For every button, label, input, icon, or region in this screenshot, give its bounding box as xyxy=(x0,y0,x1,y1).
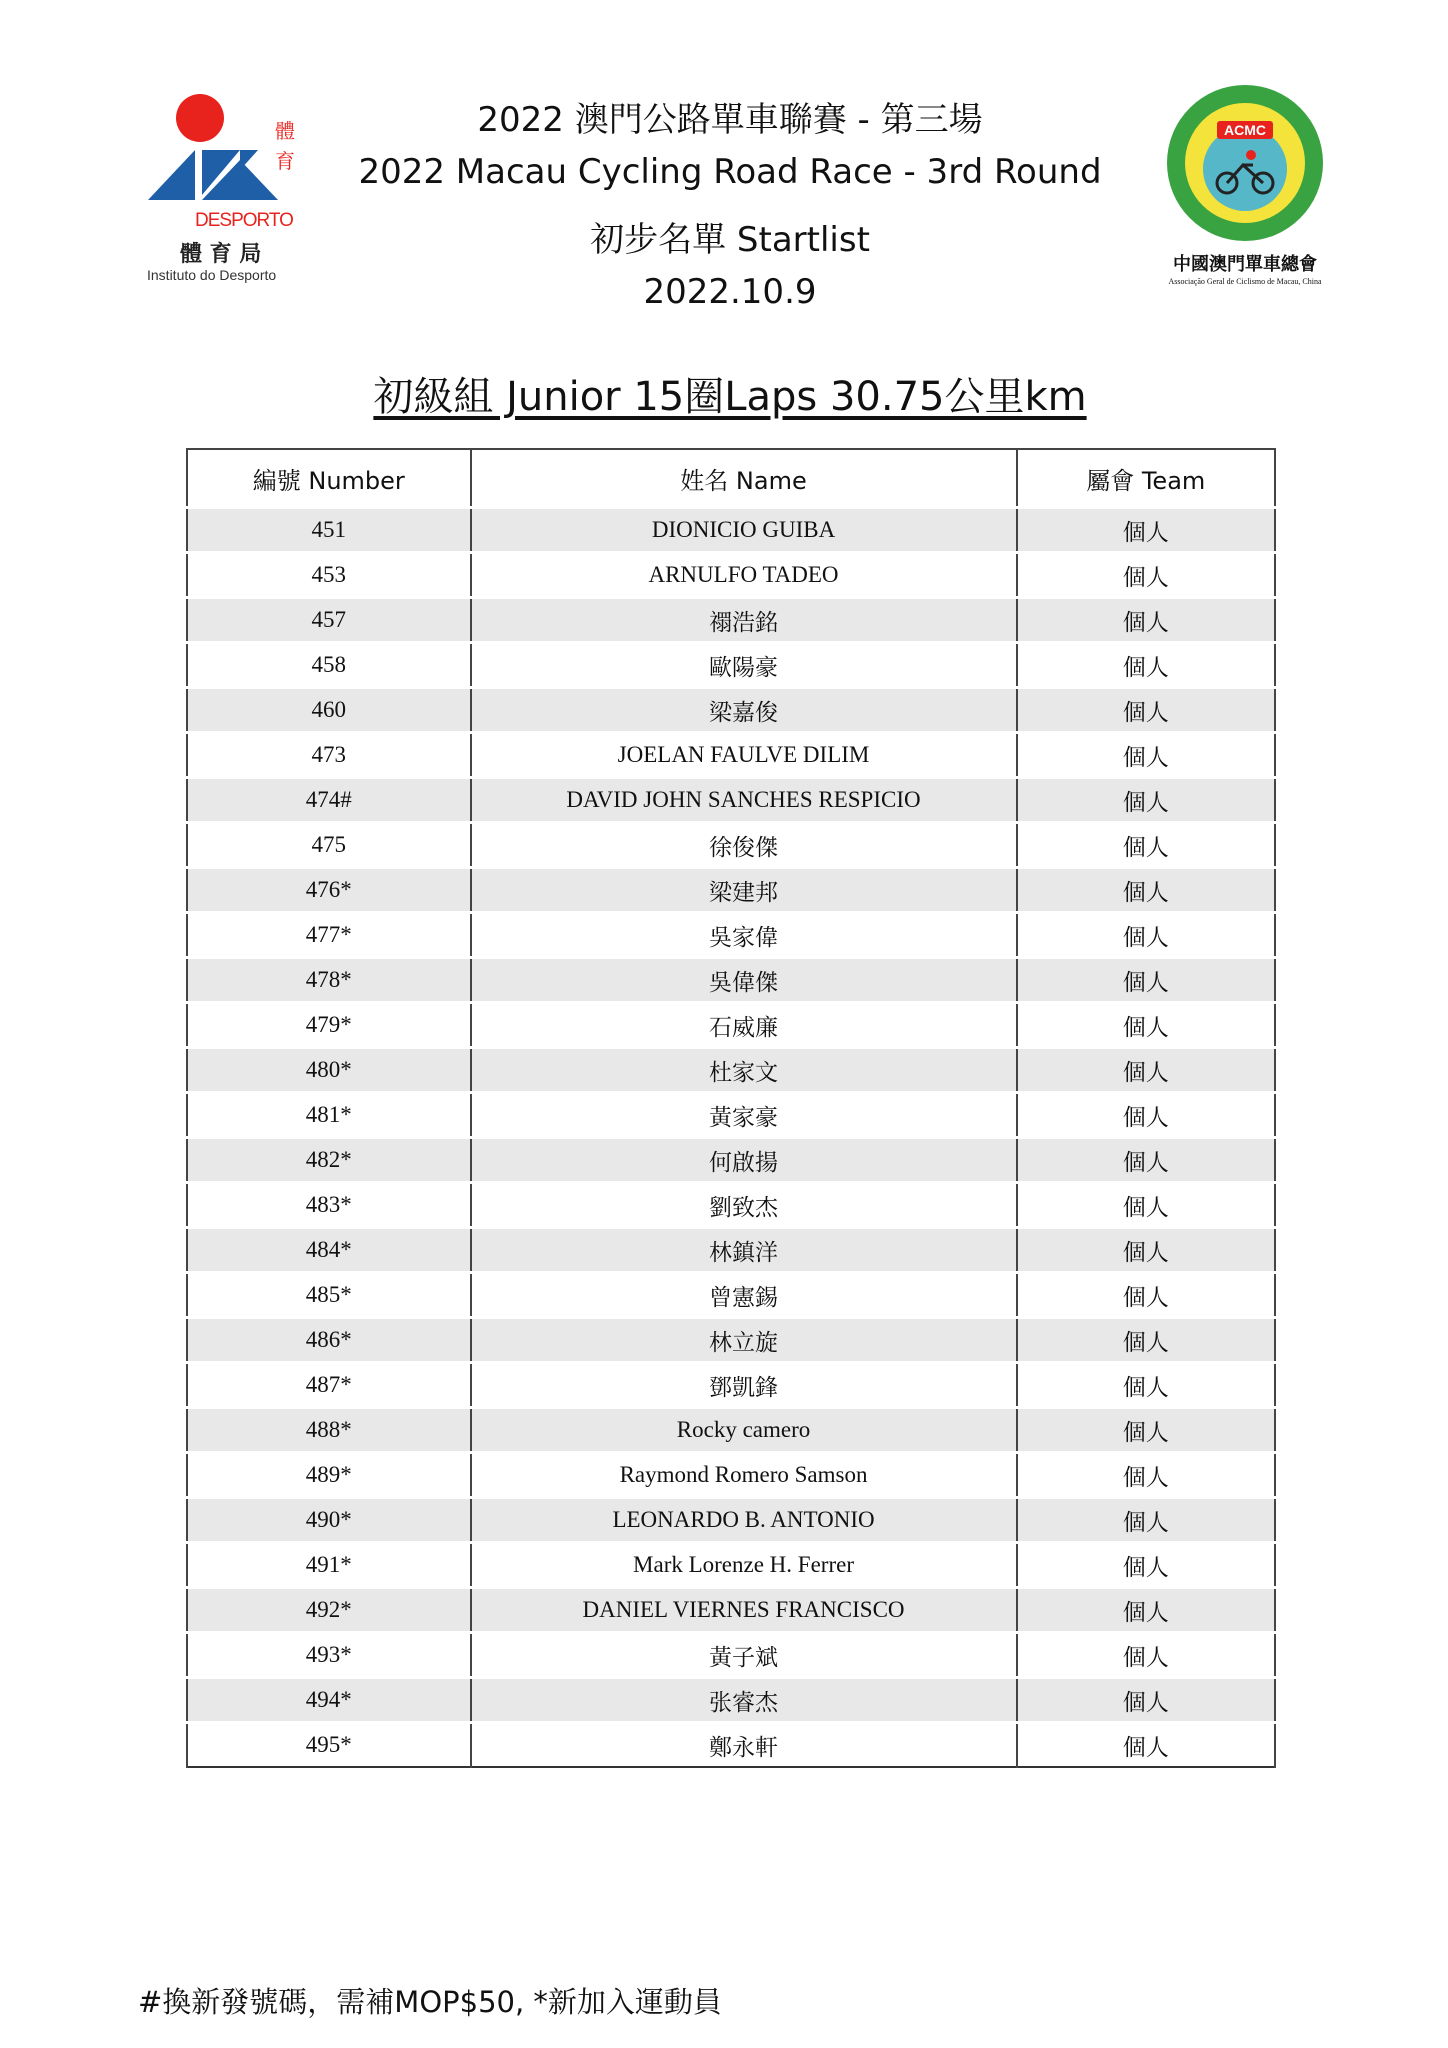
table-row xyxy=(187,688,1275,733)
table-row xyxy=(187,778,1275,823)
table-row xyxy=(187,1273,1275,1318)
cell-name: ARNULFO TADEO xyxy=(471,553,1017,598)
cell-number: 457 xyxy=(187,598,471,643)
table-row xyxy=(187,1183,1275,1228)
cell-team: 個人 xyxy=(1017,553,1275,598)
cell-number: 484* xyxy=(187,1228,471,1273)
cell-team: 個人 xyxy=(1017,688,1275,733)
cell-name: DAVID JOHN SANCHES RESPICIO xyxy=(471,778,1017,823)
table-row xyxy=(187,1633,1275,1678)
cell-name: 黃家豪 xyxy=(471,1093,1017,1138)
startlist-table xyxy=(186,448,1276,1768)
cell-name: Mark Lorenze H. Ferrer xyxy=(471,1543,1017,1588)
header-team: 屬會 Team xyxy=(1017,449,1275,508)
cell-name: 石威廉 xyxy=(471,1003,1017,1048)
cell-team: 個人 xyxy=(1017,1273,1275,1318)
acmc-name-zh: 中國澳門單車總會 xyxy=(1173,254,1317,275)
cell-number: 492* xyxy=(187,1588,471,1633)
cell-name: DIONICIO GUIBA xyxy=(471,508,1017,553)
cell-team: 個人 xyxy=(1017,913,1275,958)
subtitle: 初步名單 Startlist xyxy=(590,220,870,260)
cell-name: 歐陽豪 xyxy=(471,643,1017,688)
category-title: 初級組 Junior 15圈Laps 30.75公里km xyxy=(373,374,1087,420)
cell-number: 479* xyxy=(187,1003,471,1048)
cell-name: 禤浩銘 xyxy=(471,598,1017,643)
cell-name: DANIEL VIERNES FRANCISCO xyxy=(471,1588,1017,1633)
table-row xyxy=(187,1408,1275,1453)
cell-name: 张睿杰 xyxy=(471,1678,1017,1723)
cell-number: 486* xyxy=(187,1318,471,1363)
cell-number: 481* xyxy=(187,1093,471,1138)
table-row xyxy=(187,1138,1275,1183)
cell-team: 個人 xyxy=(1017,1048,1275,1093)
cell-name: JOELAN FAULVE DILIM xyxy=(471,733,1017,778)
cell-number: 451 xyxy=(187,508,471,553)
cell-team: 個人 xyxy=(1017,868,1275,913)
cell-team: 個人 xyxy=(1017,1498,1275,1543)
cell-team: 個人 xyxy=(1017,643,1275,688)
logo-side-char-1: 體 xyxy=(275,119,295,143)
table-row xyxy=(187,1363,1275,1408)
cell-team: 個人 xyxy=(1017,1408,1275,1453)
cell-team: 個人 xyxy=(1017,1588,1275,1633)
cell-number: 478* xyxy=(187,958,471,1003)
title-zh: 2022 澳門公路單車聯賽 - 第三場 xyxy=(477,100,983,140)
cell-number: 483* xyxy=(187,1183,471,1228)
cell-number: 485* xyxy=(187,1273,471,1318)
cell-number: 495* xyxy=(187,1723,471,1768)
cell-number: 477* xyxy=(187,913,471,958)
cell-number: 480* xyxy=(187,1048,471,1093)
cell-name: 梁嘉俊 xyxy=(471,688,1017,733)
cell-number: 494* xyxy=(187,1678,471,1723)
logo-side-char-2: 育 xyxy=(275,149,295,173)
instituto-do-desporto-logo xyxy=(140,90,320,290)
acmc-badge-text: ACMC xyxy=(1224,122,1266,138)
event-date: 2022.10.9 xyxy=(643,272,817,312)
table-row xyxy=(187,1678,1275,1723)
table-row xyxy=(187,1048,1275,1093)
table-row xyxy=(187,1453,1275,1498)
cell-team: 個人 xyxy=(1017,598,1275,643)
cell-team: 個人 xyxy=(1017,1723,1275,1768)
table-row xyxy=(187,643,1275,688)
title-en: 2022 Macau Cycling Road Race - 3rd Round xyxy=(358,152,1102,192)
cell-team: 個人 xyxy=(1017,1318,1275,1363)
cell-team: 個人 xyxy=(1017,1003,1275,1048)
table-row xyxy=(187,1003,1275,1048)
cell-name: 鄧凱鋒 xyxy=(471,1363,1017,1408)
cell-number: 460 xyxy=(187,688,471,733)
cell-name: 黃子斌 xyxy=(471,1633,1017,1678)
table-row xyxy=(187,868,1275,913)
cell-number: 473 xyxy=(187,733,471,778)
cell-number: 474# xyxy=(187,778,471,823)
cell-name: 吳家偉 xyxy=(471,913,1017,958)
cell-number: 493* xyxy=(187,1633,471,1678)
cell-number: 490* xyxy=(187,1498,471,1543)
table-header-row xyxy=(187,449,1275,508)
cell-name: 徐俊傑 xyxy=(471,823,1017,868)
cell-name: 鄭永軒 xyxy=(471,1723,1017,1768)
footnote: #換新發號碼，需補MOP$50, *新加入運動員 xyxy=(138,1985,722,2019)
logo-name-pt: Instituto do Desporto xyxy=(147,267,277,283)
cell-name: 何啟揚 xyxy=(471,1138,1017,1183)
cell-team: 個人 xyxy=(1017,1363,1275,1408)
table-row xyxy=(187,553,1275,598)
table-row xyxy=(187,598,1275,643)
cell-team: 個人 xyxy=(1017,1093,1275,1138)
table-row xyxy=(187,1228,1275,1273)
cell-name: 林立旋 xyxy=(471,1318,1017,1363)
cell-number: 488* xyxy=(187,1408,471,1453)
cell-team: 個人 xyxy=(1017,1678,1275,1723)
cell-team: 個人 xyxy=(1017,823,1275,868)
table-row xyxy=(187,1498,1275,1543)
cell-name: 杜家文 xyxy=(471,1048,1017,1093)
table-row xyxy=(187,1543,1275,1588)
table-row xyxy=(187,1093,1275,1138)
header-name: 姓名 Name xyxy=(471,449,1017,508)
cell-name: Raymond Romero Samson xyxy=(471,1453,1017,1498)
cell-name: 林鎮洋 xyxy=(471,1228,1017,1273)
cell-team: 個人 xyxy=(1017,1138,1275,1183)
table-row xyxy=(187,823,1275,868)
logo-name-zh: 體 育 局 xyxy=(180,242,262,267)
cell-number: 487* xyxy=(187,1363,471,1408)
table-row xyxy=(187,913,1275,958)
cell-number: 489* xyxy=(187,1453,471,1498)
acmc-logo xyxy=(1155,85,1335,295)
cell-team: 個人 xyxy=(1017,1183,1275,1228)
cell-number: 482* xyxy=(187,1138,471,1183)
acmc-emblem-icon xyxy=(1155,85,1335,255)
cell-name: 梁建邦 xyxy=(471,868,1017,913)
table-row xyxy=(187,1723,1275,1768)
cell-name: 劉致杰 xyxy=(471,1183,1017,1228)
cell-team: 個人 xyxy=(1017,1228,1275,1273)
cell-team: 個人 xyxy=(1017,733,1275,778)
cell-name: Rocky camero xyxy=(471,1408,1017,1453)
cell-team: 個人 xyxy=(1017,1543,1275,1588)
cell-number: 476* xyxy=(187,868,471,913)
header-number: 編號 Number xyxy=(187,449,471,508)
table-row xyxy=(187,508,1275,553)
table-row xyxy=(187,958,1275,1003)
cell-number: 458 xyxy=(187,643,471,688)
cell-name: 吳偉傑 xyxy=(471,958,1017,1003)
table-row xyxy=(187,1588,1275,1633)
cell-team: 個人 xyxy=(1017,778,1275,823)
cell-name: LEONARDO B. ANTONIO xyxy=(471,1498,1017,1543)
cell-name: 曾憲錫 xyxy=(471,1273,1017,1318)
cell-number: 475 xyxy=(187,823,471,868)
cell-number: 453 xyxy=(187,553,471,598)
cell-team: 個人 xyxy=(1017,1453,1275,1498)
cell-team: 個人 xyxy=(1017,1633,1275,1678)
cell-team: 個人 xyxy=(1017,958,1275,1003)
acmc-name-pt: Associação Geral de Ciclismo de Macau, China xyxy=(1168,277,1322,286)
cell-number: 491* xyxy=(187,1543,471,1588)
table-row xyxy=(187,733,1275,778)
logo-brand-word: DESPORTO xyxy=(195,210,293,231)
table-row xyxy=(187,1318,1275,1363)
cell-team: 個人 xyxy=(1017,508,1275,553)
